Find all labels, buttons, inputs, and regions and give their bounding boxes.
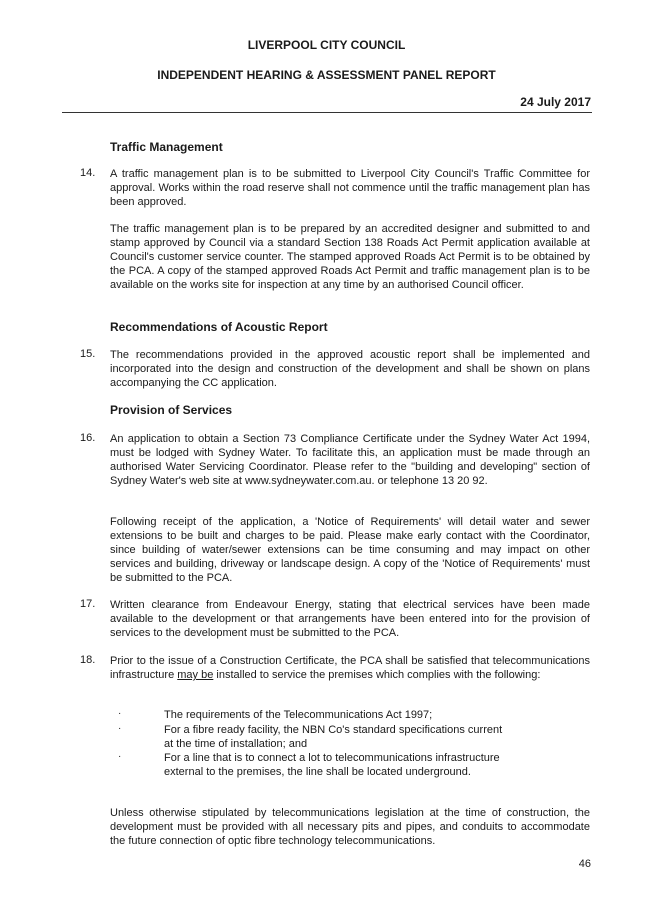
heading-acoustic-report: Recommendations of Acoustic Report: [110, 320, 328, 334]
condition-number: 14.: [80, 167, 96, 179]
traffic-plan-paragraph: The traffic management plan is to be prepared by an accredited designer and submitted to and stamp approved by Council via a standard Section 138 Roads Act Permit application available at Council's customer service counter. The stamped approved Roads Act Permit is to be obtained by the PCA. A copy of the stamped approved Roads Act Permit and traffic management plan is to be available on the works site for inspection at any time by an authorised Council officer.: [110, 223, 590, 291]
underlined-phrase: may be: [177, 669, 214, 681]
condition-18-text-start: Prior to the issue of a Construction Certificate, the PCA shall be satisfied that telecommunications infrastructure: [110, 655, 590, 681]
bullet-item: For a line that is to connect a lot to telecommunications infrastructure external to the premises, the line shall be located underground.: [164, 752, 500, 778]
report-title: INDEPENDENT HEARING & ASSESSMENT PANEL REPORT: [157, 68, 496, 82]
telecommunications-paragraph: Unless otherwise stipulated by telecommunications legislation at the time of construction, the development must be provided with all necessary pits and pipes, and conduits to accommodate the future connection of optic fibre technology telecommunications.: [110, 807, 590, 847]
bullet-item: The requirements of the Telecommunications Act 1997;: [164, 709, 433, 721]
bullet-marker: ·: [118, 708, 122, 719]
notice-of-requirements-paragraph: Following receipt of the application, a 'Notice of Requirements' will detail water and sewer extensions to be built and charges to be paid. Please make early contact with the Coordinator, since building of water/sewer extensions can be time consuming and may impact on other services and building, driveway or landscape design. A copy of the 'Notice of Requirements' must be submitted to the PCA.: [110, 516, 590, 584]
council-title: LIVERPOOL CITY COUNCIL: [247, 38, 406, 52]
page-number: 46: [578, 858, 591, 870]
condition-17-text: Written clearance from Endeavour Energy, stating that electrical services have been made available to the development or that arrangements have been entered into for the provision of services to the development must be submitted to the PCA.: [110, 599, 590, 639]
condition-number: 18.: [80, 654, 96, 666]
condition-18-text: [110, 654, 590, 682]
bullet-marker: ·: [118, 751, 122, 762]
condition-15-text: The recommendations provided in the approved acoustic report shall be implemented and incorporated into the design and construction of the development and shall be shown on plans accompanying the CC application.: [110, 349, 590, 389]
heading-provision-of-services: Provision of Services: [110, 403, 233, 417]
header-rule: [62, 112, 592, 113]
condition-number: 15.: [80, 348, 96, 360]
condition-16-text: An application to obtain a Section 73 Compliance Certificate under the Sydney Water Act 1994, must be lodged with Sydney Water. To facilitate this, an application must be made through an authorised Water Servicing Coordinator. Please refer to the "building and developing" section of Sydney Water's web site at www.sydneywater.com.au. or telephone 13 20 92.: [110, 433, 590, 487]
condition-14-text: A traffic management plan is to be submitted to Liverpool City Council's Traffic Committee for approval. Works within the road reserve shall not commence until the traffic management plan has been approved.: [110, 168, 590, 208]
heading-traffic-management: Traffic Management: [110, 140, 223, 154]
condition-number: 17.: [80, 598, 96, 610]
condition-number: 16.: [80, 432, 96, 444]
condition-18-text-end: installed to service the premises which complies with the following:: [213, 669, 541, 681]
report-date: 24 July 2017: [520, 95, 591, 109]
bullet-item: For a fibre ready facility, the NBN Co's standard specifications current at the time of installation; and: [164, 724, 503, 750]
bullet-marker: ·: [118, 723, 122, 734]
